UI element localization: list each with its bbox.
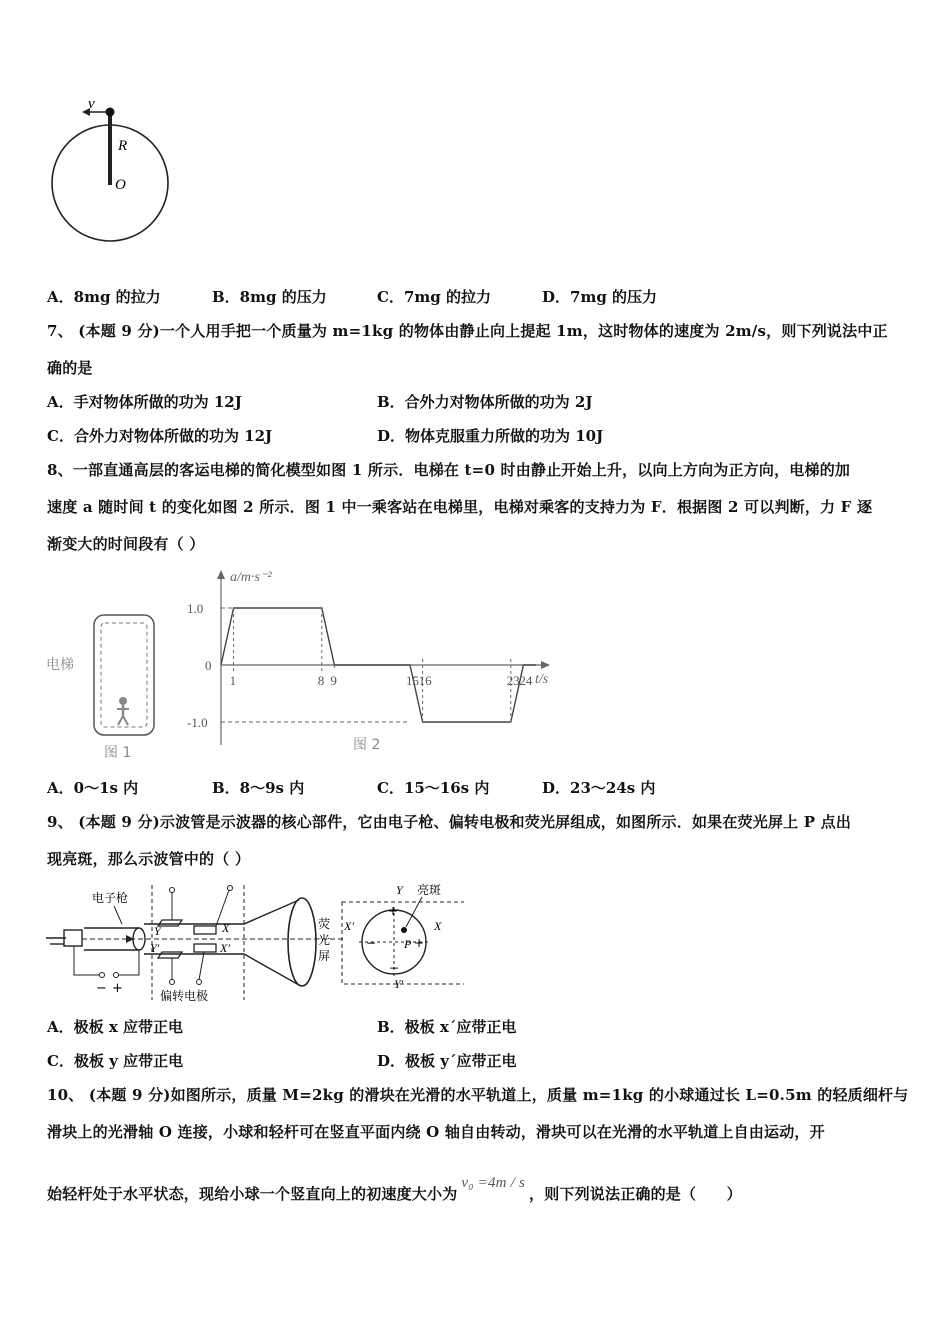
plate-x-label: X bbox=[222, 921, 230, 935]
passenger-legs bbox=[118, 716, 123, 725]
minus-label: − bbox=[96, 981, 107, 996]
q9-option-d: D．极板 y´应带正电 bbox=[377, 1052, 517, 1070]
q9-option-b: B．极板 x´应带正电 bbox=[377, 1018, 517, 1036]
q8-stem-line3: 渐变大的时间段有（ ） bbox=[47, 535, 205, 553]
plate-y-prime bbox=[158, 952, 182, 958]
electrodes-label: 偏转电极 bbox=[160, 989, 209, 1003]
front-y-label: Y bbox=[396, 883, 403, 897]
q8-option-d: D．23～24s 内 bbox=[542, 779, 656, 797]
chart-x-tick-label: 15 bbox=[406, 673, 419, 688]
q6-option-a: A．8mg 的拉力 bbox=[47, 288, 161, 306]
q8-stem-line2: 速度 a 随时间 t 的变化如图 2 所示．图 1 中一乘客站在电梯里，电梯对乘客的支持力为 F．根据图 2 可以判断，力 F 逐 bbox=[47, 498, 873, 516]
terminal-plus bbox=[114, 973, 119, 978]
chart-y-tick-label: -1.0 bbox=[187, 715, 208, 730]
front-plus-right: + bbox=[414, 936, 425, 950]
q10-stem-line2: 滑块上的光滑轴 O 连接，小球和轻杆可在竖直平面内绕 O 轴自由转动，滑块可以在光滑的水平轨道上自由运动，开 bbox=[47, 1123, 825, 1141]
q10-stem-line3 bbox=[47, 1175, 742, 1204]
front-plus-top: + bbox=[388, 904, 399, 918]
q6-v-label: v bbox=[88, 96, 95, 112]
q6-option-d: D．7mg 的压力 bbox=[542, 288, 658, 306]
q6-o-label: O bbox=[115, 177, 126, 193]
plate-x-prime bbox=[194, 944, 216, 952]
x-terminal bbox=[228, 886, 233, 891]
xp-terminal bbox=[197, 980, 202, 985]
chart-x-tick-label: 1 bbox=[229, 673, 237, 688]
cathode bbox=[64, 930, 82, 946]
gun-label: 电子枪 bbox=[92, 891, 129, 905]
xp-lead bbox=[199, 952, 204, 980]
q6-ball bbox=[106, 108, 115, 117]
terminal-minus bbox=[100, 973, 105, 978]
screen-label-2: 光 bbox=[318, 933, 331, 947]
p-label: P bbox=[404, 937, 412, 951]
front-view-box bbox=[342, 902, 464, 984]
plate-yp-label: Y′ bbox=[150, 941, 160, 955]
gun-leader bbox=[114, 906, 122, 924]
chart-y-tick-label: 1.0 bbox=[187, 601, 204, 616]
chart-x-tick-label: 16 bbox=[418, 673, 432, 688]
y-terminal bbox=[170, 888, 175, 893]
q7-stem-line2: 确的是 bbox=[47, 359, 93, 377]
q10-formula: v₀ =4m / s bbox=[461, 1175, 525, 1191]
chart-ylabel: a/m·s⁻² bbox=[230, 570, 272, 585]
q8-figure2-chart bbox=[185, 565, 565, 760]
plate-xp-label: X′ bbox=[220, 941, 230, 955]
q7-option-d: D．物体克服重力所做的功为 10J bbox=[377, 427, 604, 445]
q7-option-c: C．合外力对物体所做的功为 12J bbox=[47, 427, 273, 445]
q8-figure1 bbox=[44, 605, 174, 765]
front-xp-label: X′ bbox=[344, 919, 354, 933]
q6-option-c: C．7mg 的拉力 bbox=[377, 288, 491, 306]
q10-stem-line1: 10、 (本题 9 分)如图所示，质量 M=2kg 的滑块在光滑的水平轨道上，质量 m=1kg 的小球通过长 L=0.5m 的轻质细杆与 bbox=[47, 1086, 909, 1104]
plate-x bbox=[194, 926, 216, 934]
chart-x-tick-label: 9 bbox=[330, 673, 337, 688]
q8-option-b: B．8～9s 内 bbox=[212, 779, 305, 797]
front-minus-bottom: − bbox=[389, 961, 400, 975]
chart-x-arrow bbox=[541, 661, 550, 669]
chart-y-arrow bbox=[217, 570, 225, 579]
chart-xlabel: t/s bbox=[535, 672, 549, 687]
screen-ellipse bbox=[288, 898, 316, 986]
q7-option-b: B．合外力对物体所做的功为 2J bbox=[377, 393, 593, 411]
spot-label: 亮斑 bbox=[417, 883, 442, 897]
figure1-caption: 图 1 bbox=[104, 745, 132, 761]
q7-option-a: A．手对物体所做的功为 12J bbox=[47, 393, 242, 411]
q7-stem-line1: 7、 (本题 9 分)一个人用手把一个质量为 m=1kg 的物体由静止向上提起 1m，这时物体的速度为 2m/s，则下列说法中正 bbox=[47, 322, 888, 340]
screen-label-1: 荧 bbox=[318, 917, 331, 931]
q10-line3-pre: 始轻杆处于水平状态，现给小球一个竖直向上的初速度大小为 bbox=[47, 1185, 458, 1203]
q9-option-a: A．极板 x 应带正电 bbox=[47, 1018, 184, 1036]
q9-stem-line1: 9、 (本题 9 分)示波管是示波器的核心部件，它由电子枪、偏转电极和荧光屏组成，如图所示．如果在荧光屏上 P 点出 bbox=[47, 813, 852, 831]
chart-x-tick-label: 23 bbox=[506, 673, 520, 688]
elevator-label: 电梯 bbox=[46, 657, 74, 673]
q6-figure bbox=[40, 95, 180, 250]
front-minus-left: − bbox=[366, 936, 377, 950]
chart-caption: 图 2 bbox=[353, 737, 381, 753]
q6-option-b: B．8mg 的压力 bbox=[212, 288, 327, 306]
q9-stem-line2: 现亮斑，那么示波管中的（ ） bbox=[47, 850, 251, 868]
q9-figure bbox=[44, 880, 464, 1005]
q10-line3-post: ，则下列说法正确的是（ ） bbox=[529, 1185, 742, 1203]
plate-y bbox=[158, 920, 182, 926]
passenger-head bbox=[119, 697, 127, 705]
passenger-legs2 bbox=[123, 716, 128, 725]
chart-x-tick-label: 8 bbox=[317, 673, 325, 688]
q8-option-c: C．15～16s 内 bbox=[377, 779, 490, 797]
chart-y-tick-label: 0 bbox=[205, 658, 212, 673]
q8-stem-line1: 8、一部直通高层的客运电梯的简化模型如图 1 所示．电梯在 t=0 时由静止开始上升，以向上方向为正方向，电梯的加 bbox=[47, 461, 851, 479]
yp-terminal bbox=[170, 980, 175, 985]
plate-y-label: Y bbox=[154, 924, 161, 938]
q9-option-c: C．极板 y 应带正电 bbox=[47, 1052, 184, 1070]
front-x-label: X bbox=[434, 919, 442, 933]
q8-option-a: A．0～1s 内 bbox=[47, 779, 139, 797]
screen-label-3: 屏 bbox=[318, 949, 331, 963]
chart-x-tick-label: 24 bbox=[519, 673, 533, 688]
front-yp-label: Y′ bbox=[394, 977, 404, 991]
spot-p bbox=[401, 927, 407, 933]
q6-r-label: R bbox=[118, 138, 128, 154]
plus-label: + bbox=[112, 981, 123, 996]
